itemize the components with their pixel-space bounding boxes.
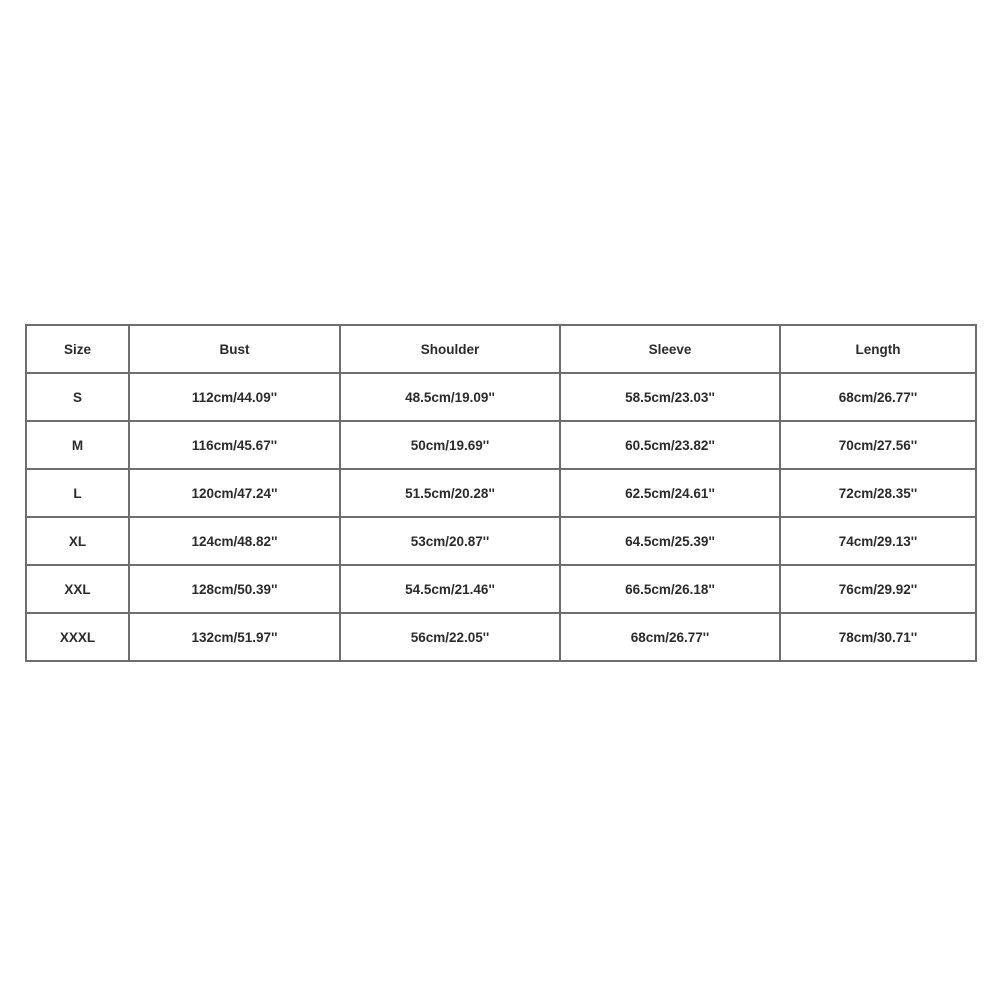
cell-sleeve: 68cm/26.77'' <box>560 613 780 661</box>
cell-sleeve: 60.5cm/23.82'' <box>560 421 780 469</box>
cell-sleeve: 58.5cm/23.03'' <box>560 373 780 421</box>
cell-bust: 128cm/50.39'' <box>129 565 340 613</box>
cell-length: 70cm/27.56'' <box>780 421 976 469</box>
table-row <box>26 421 976 469</box>
cell-size: XXXL <box>26 613 129 661</box>
header-shoulder: Shoulder <box>340 325 560 373</box>
cell-sleeve: 62.5cm/24.61'' <box>560 469 780 517</box>
cell-bust: 116cm/45.67'' <box>129 421 340 469</box>
cell-length: 68cm/26.77'' <box>780 373 976 421</box>
cell-size: XXL <box>26 565 129 613</box>
size-chart-table <box>25 324 977 662</box>
cell-size: M <box>26 421 129 469</box>
table-row <box>26 469 976 517</box>
cell-length: 74cm/29.13'' <box>780 517 976 565</box>
table-row <box>26 565 976 613</box>
cell-length: 76cm/29.92'' <box>780 565 976 613</box>
cell-shoulder: 48.5cm/19.09'' <box>340 373 560 421</box>
cell-shoulder: 51.5cm/20.28'' <box>340 469 560 517</box>
header-size: Size <box>26 325 129 373</box>
cell-shoulder: 54.5cm/21.46'' <box>340 565 560 613</box>
cell-shoulder: 53cm/20.87'' <box>340 517 560 565</box>
cell-sleeve: 64.5cm/25.39'' <box>560 517 780 565</box>
cell-bust: 112cm/44.09'' <box>129 373 340 421</box>
cell-bust: 132cm/51.97'' <box>129 613 340 661</box>
cell-length: 78cm/30.71'' <box>780 613 976 661</box>
cell-bust: 124cm/48.82'' <box>129 517 340 565</box>
cell-size: XL <box>26 517 129 565</box>
cell-length: 72cm/28.35'' <box>780 469 976 517</box>
cell-size: L <box>26 469 129 517</box>
table-row <box>26 517 976 565</box>
cell-shoulder: 56cm/22.05'' <box>340 613 560 661</box>
header-bust: Bust <box>129 325 340 373</box>
cell-sleeve: 66.5cm/26.18'' <box>560 565 780 613</box>
cell-bust: 120cm/47.24'' <box>129 469 340 517</box>
cell-size: S <box>26 373 129 421</box>
header-sleeve: Sleeve <box>560 325 780 373</box>
table-row <box>26 373 976 421</box>
table-row <box>26 613 976 661</box>
header-length: Length <box>780 325 976 373</box>
table-header-row <box>26 325 976 373</box>
cell-shoulder: 50cm/19.69'' <box>340 421 560 469</box>
